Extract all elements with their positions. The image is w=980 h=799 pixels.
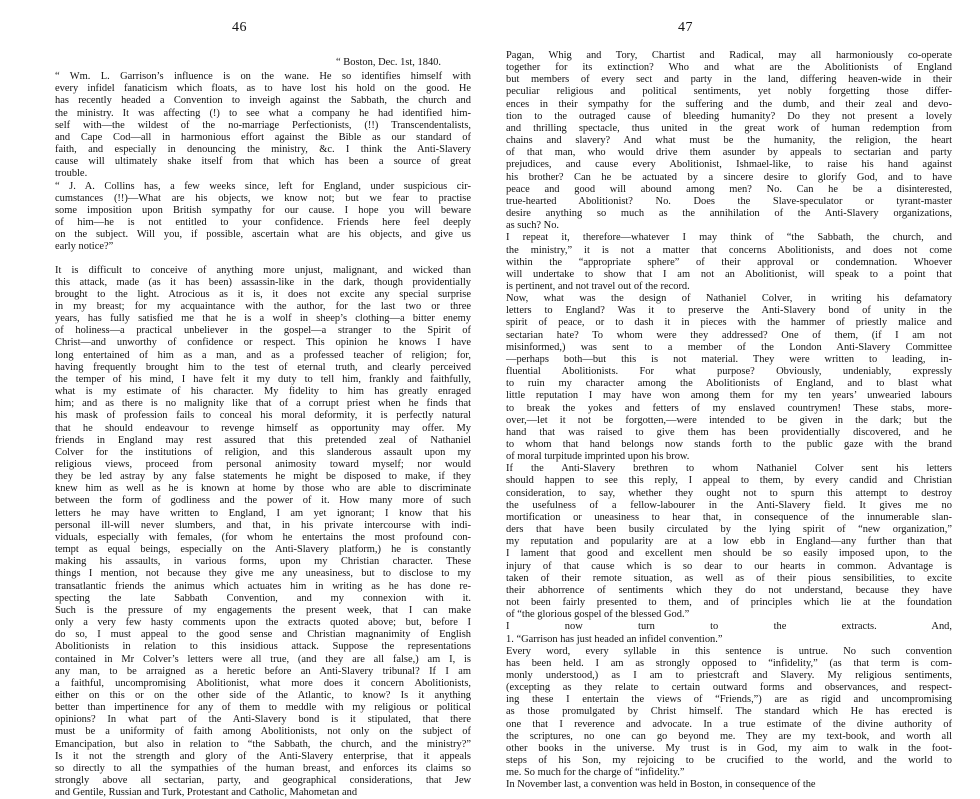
text-line: Emancipation, but also in relation to “the Sabbath, the church, and the ministry?” xyxy=(55,738,471,750)
text-line: ing these I entertain the views of “Friends,”) are as rigid and uncompromising xyxy=(506,694,952,706)
text-line: Pagan, Whig and Tory, Chartist and Radical, may all harmoniously co-operate xyxy=(506,50,952,61)
text-lines xyxy=(55,71,471,799)
text-line: of him—he is not entitled to your confidence. Friends here feel deeply xyxy=(55,217,471,229)
text-line: religious views, proceed from personal animosity toward myself; nor would xyxy=(55,459,471,470)
right-page xyxy=(490,0,980,791)
text-line: sectarian hate? To whom were they addressed? One of them, (if I am not xyxy=(506,329,952,341)
text-line: strongly above all sectarian, party, and geographical considerations, that Jew xyxy=(55,775,471,787)
text-line: desire anything so much as the annihilation of the Anti-Slavery organizations, xyxy=(506,208,952,220)
text-line: and Gentile, Russian and Turk, Protestant and Catholic, Mahometan and xyxy=(55,787,358,799)
text-line: spirit of peace, or to dash it in pieces with the hammer of priestly malice and xyxy=(506,317,952,329)
text-line: things I mention, not because they give me any uneasiness, but to disclose to my xyxy=(55,568,471,580)
letter-dateline: “ Boston, Dec. 1st, 1840. xyxy=(336,57,441,68)
text-line: not been fairly presented to them, and of principles which lie at the foundation xyxy=(506,597,952,609)
text-line: opinions? In what part of the Anti-Slavery bond is it stipulated, that there xyxy=(55,714,471,726)
text-line: ders that have been busily circulated by the lying spirit of “new organization,” xyxy=(506,524,952,536)
text-line: making his assaults, in various forms, upon my Christian character. These xyxy=(55,556,471,568)
text-line: between the form of godliness and the power of it. How many more of such xyxy=(55,495,471,507)
text-line: faith, and especially in denouncing the ministry, &c. I think the Anti-Slavery xyxy=(55,144,471,156)
text-line: every infidel fanaticism which floats, as to have lost his hold on the good. He xyxy=(55,83,471,95)
text-line: must be a uniformity of faith among Abolitionists, not only on the subject of xyxy=(55,726,471,738)
text-line: of holiness—a practical unbeliever in the gospel—a stranger to the Spirit of xyxy=(55,325,471,337)
text-line: do so, I must appeal to the good sense and Christian magnanimity of English xyxy=(55,629,471,641)
text-line: only a very few hasty comments upon the extracts quoted above; but, before I xyxy=(55,617,471,629)
page-body xyxy=(55,57,471,799)
text-line: within the “appropriate sphere” of their approval or condemnation. Whoever xyxy=(506,256,952,268)
text-line: steps of his Son, my rejoicing to be crucified to the world, and the world to xyxy=(506,755,952,767)
text-line: and Cape Cod—all in harmonious effort against the Bible as our standard of xyxy=(55,131,471,143)
text-line: consideration, to say, whether they ought not to spurn this attempt to destroy xyxy=(506,487,952,499)
text-line: should happen to see this reply, I appeal to them, by every candid and Christian xyxy=(506,475,952,487)
text-line: friends in England may rest assured that this pretended zeal of Nathaniel xyxy=(55,434,471,446)
text-line: long entertained of him as a man, and as a professed teacher of religion; for, xyxy=(55,349,471,361)
text-line: the temper of his mind, I have felt it my duty to tell him, frankly and faithfully, xyxy=(55,373,471,385)
text-line: has recently headed a Convention to inveigh against the Sabbath, the church and xyxy=(55,95,471,107)
text-line: that he should endeavour to revenge himself as opportunity may offer. My xyxy=(55,422,471,434)
text-line: taken of their remote situation, as well as of their pious sensibilities, to excite xyxy=(506,572,952,584)
text-line: together for its extinction? Who and what are the Abolitionists of England xyxy=(506,62,952,74)
text-line: to whom that hand belongs now stands forth to the public gaze with the brand xyxy=(506,439,952,450)
page-number: 47 xyxy=(678,20,693,35)
text-line: letters he may have written to England, I am yet ignorant; I know that his xyxy=(55,507,471,519)
text-line: so directly to all the sympathies of the human breast, and enforces its claims so xyxy=(55,762,471,774)
text-line: peace and good will abound among men? No. Can he be a disinterested, xyxy=(506,183,952,195)
text-line: In November last, a convention was held in Boston, in consequence of the xyxy=(506,779,816,791)
text-line: knew him as well as he is known at home by those who are able to discriminate xyxy=(55,483,471,495)
text-line: Such is the pressure of my engagements the present week, that I can make xyxy=(55,604,471,616)
text-line: transatlantic friends the animus which actuates him in writing as he has done re- xyxy=(55,580,471,592)
text-line: his mask of profession fails to conceal his moral deformity, it is perfectly natural xyxy=(55,410,471,422)
text-line: of “the glorious gospel of the blessed God.” xyxy=(506,609,690,621)
text-line: and thrilling spectacle, thus united in the great work of human redemption from xyxy=(506,122,952,134)
text-line: one that I reverence and advocate. In a true estimate of the divine authority of xyxy=(506,718,952,730)
text-line: “ J. A. Collins has, a few weeks since, left for England, under suspicious cir- xyxy=(55,180,471,192)
text-line: of that man, who would drive them asunder by appeals to sectarian and party xyxy=(506,147,952,159)
text-line: him; and as there is no malignity like that of a corrupt priest when he finds that xyxy=(55,398,471,410)
text-line: I repeat it, therefore—whatever I may think of “the Sabbath, the church, and xyxy=(506,232,952,244)
text-line: Abolitionists in relation to this insidious attack. Suppose the representations xyxy=(55,641,471,653)
text-line: me. So much for the charge of “infidelity.” xyxy=(506,767,685,779)
text-line: years, has fully satisfied me that he is a wolf in sheep’s clothing—a bitter enemy xyxy=(55,313,471,325)
text-line: chains and slavery? And what must be the humanity, the religion, the heart xyxy=(506,135,952,147)
text-line: ences in their sympathy for the suffering and the dumb, and their zeal and devo- xyxy=(506,98,952,110)
text-line: contained in Mr Colver’s letters were all true, (and they are all false,) am I, is xyxy=(55,653,471,665)
text-line: other books in the universe. My trust is in God, my aim to walk in the foot- xyxy=(506,742,952,754)
text-line: peculiar religious and political sentiments, yet nobly forgetting those differ- xyxy=(506,86,952,98)
text-line: will undertake to show that I am not an Abolitionist, will speak to a point that xyxy=(506,268,952,280)
text-line: either on this or on the other side of the Atlantic, to know? Is it anything xyxy=(55,689,471,701)
text-line: is pertinent, and not travel out of the record. xyxy=(506,280,690,292)
text-line: to ruin my character among the Abolitionists of England, and to blast what xyxy=(506,378,952,390)
text-line: Christ—and unworthy of confidence or respect. This opinion he knows I have xyxy=(55,337,471,349)
text-line: tion to the outraged cause of bleeding humanity? Do they not present a lovely xyxy=(506,110,952,122)
text-line: (excepting as they relate to certain outward forms and observances, and respect- xyxy=(506,682,952,694)
text-line: as such? No. xyxy=(506,220,560,232)
text-line: over,—let it not be forgotten,—were intended to be given in the dark; but the xyxy=(506,414,952,426)
text-line: self with—the wildest of the no-marriage Perfectionists, (!!) Transcendentalists, xyxy=(55,119,471,131)
text-line: trouble. xyxy=(55,168,88,180)
text-line: mortification or uneasiness to hear that, in consequence of the innumerable slan- xyxy=(506,511,952,523)
text-line: their abhorrence of sentiments which they do not understand, because they have xyxy=(506,584,952,596)
text-line: some imposition upon British sympathy for our cause. I hope you will beware xyxy=(55,204,471,216)
text-line: they be led astray by any false statements he might be disposed to make, if they xyxy=(55,471,471,483)
text-line: little reputation I may have won among them for my ten years’ unwearied labours xyxy=(506,390,952,402)
text-line: Colver for the institutions of religion, and this slanderous assault upon my xyxy=(55,446,471,458)
text-line: Now, what was the design of Nathaniel Colver, in writing his defamatory xyxy=(506,293,952,305)
text-line: hand that was raised to give them has been providentially discovered, and he xyxy=(506,426,952,438)
text-line: personal ill-will never slumbers, and that, in his private intercourse with indi- xyxy=(55,519,471,531)
text-line: his brother? Can he be actuated by a sincere desire to glorify God, and to have xyxy=(506,171,952,183)
text-line: specting the late Sabbath Convention, and my connexion with it. xyxy=(55,592,471,604)
text-line: monly understood,) as I am to priestcraft and Slavery. My religious sentiments, xyxy=(506,669,952,681)
text-line: viduals, especially with females, (for whom he entertains the most profound con- xyxy=(55,531,471,543)
text-line: It is difficult to conceive of anything more unjust, malignant, and wicked than xyxy=(55,264,471,276)
text-line: better than impertinence for any of them to meddle with my religious or political xyxy=(55,702,471,714)
text-line: the usefulness of a fellow-labourer in the Anti-Slavery field. It gives me no xyxy=(506,499,952,511)
text-line: misinformed,) was sent to a member of the London Anti-Slavery Committee xyxy=(506,341,952,353)
text-lines xyxy=(506,50,952,792)
text-line: injury of that cause which is so dear to our hearts in common. Advantage is xyxy=(506,560,952,572)
text-line: I now turn to the extracts. And, xyxy=(506,621,952,633)
text-line: If the Anti-Slavery brethren to whom Nathaniel Colver sent his letters xyxy=(506,463,952,475)
text-line: —perhaps both—but this is not material. They were written to leading, in- xyxy=(506,353,952,365)
text-line: the ministry. It was affecting (!) to see what a company he had identified him- xyxy=(55,107,471,119)
text-line: “ Wm. L. Garrison’s influence is on the wane. He so identifies himself with xyxy=(55,71,471,83)
text-line: as those promulgated by Christ himself. The standard which He has erected is xyxy=(506,706,952,718)
text-line: fluential Abolitionists. For what purpose? Obviously, undeniably, expressly xyxy=(506,366,952,378)
text-line: my reputation and popularity are at a low ebb in England—any further than that xyxy=(506,536,952,548)
text-line: Every word, every syllable in this sentence is untrue. No such convention xyxy=(506,645,952,657)
text-line: 1. “Garrison has just headed an infidel convention.” xyxy=(506,633,723,645)
page-number: 46 xyxy=(232,20,247,35)
text-line: tempt as equal beings, especially on the Anti-Slavery platform,) he is constantly xyxy=(55,544,471,556)
page-body xyxy=(506,50,952,792)
paragraph-gap xyxy=(55,254,471,265)
text-line: the ministry,” it is not a matter that concerns Abolitionists, and does not come xyxy=(506,244,952,256)
text-line: prejudices, and cause every Abolitionist, Ishmael-like, to raise his hand against xyxy=(506,159,952,171)
text-line: has been held. I am as strongly opposed to “infidelity,” (as that term is com- xyxy=(506,657,952,669)
text-line: letters to England? Was it to preserve the Anti-Slavery bond of unity in the xyxy=(506,305,952,317)
text-line: having frequently brought him to the test of eternal truth, and clearly perceived xyxy=(55,361,471,373)
text-line: on the subject. Will you, if possible, ascertain what are his objects, and give us xyxy=(55,229,471,241)
text-line: true-hearted Abolitionist? No. Does the Slave-speculator or tyrant-master xyxy=(506,195,952,207)
text-line: the scriptures, no one can go beyond me. They are my text-book, and worth all xyxy=(506,730,952,742)
text-line: to break the yokes and fetters of my enslaved countrymen! These stabs, more- xyxy=(506,402,952,414)
text-line: any man, to be arraigned as a heretic before an Anti-Slavery tribunal? If I am xyxy=(55,665,471,677)
text-line: of moral turpitude imprinted upon his brow. xyxy=(506,451,690,463)
text-line: cumstances (!!)—What are his objects, we know not; but we fear to practise xyxy=(55,192,471,204)
text-line: early notice?” xyxy=(55,241,114,253)
text-line: brought to the light. Atrocious as it is, it does not excite any special surprise xyxy=(55,288,471,300)
text-line: what is my estimate of his character. My fidelity to him has greatly enraged xyxy=(55,386,471,398)
text-line: this attack, made (as it has been) assassin-like in the dark, though providentially xyxy=(55,276,471,288)
text-line: a faithful, uncompromising Abolitionist, what more does it concern Abolitionists, xyxy=(55,677,471,689)
text-line: in my breast; for my acquaintance with the author, for the last two or three xyxy=(55,300,471,312)
text-line: Is it not the strength and glory of the Anti-Slavery enterprise, that it appeals xyxy=(55,750,471,762)
text-line: cause will ultimately shake itself from that which has been a source of great xyxy=(55,156,471,168)
text-line: but members of every sect and party in the land, differing heaven-wide in their xyxy=(506,74,952,86)
text-line: I lament that good and excellent men should be so easily imposed upon, to the xyxy=(506,548,952,560)
